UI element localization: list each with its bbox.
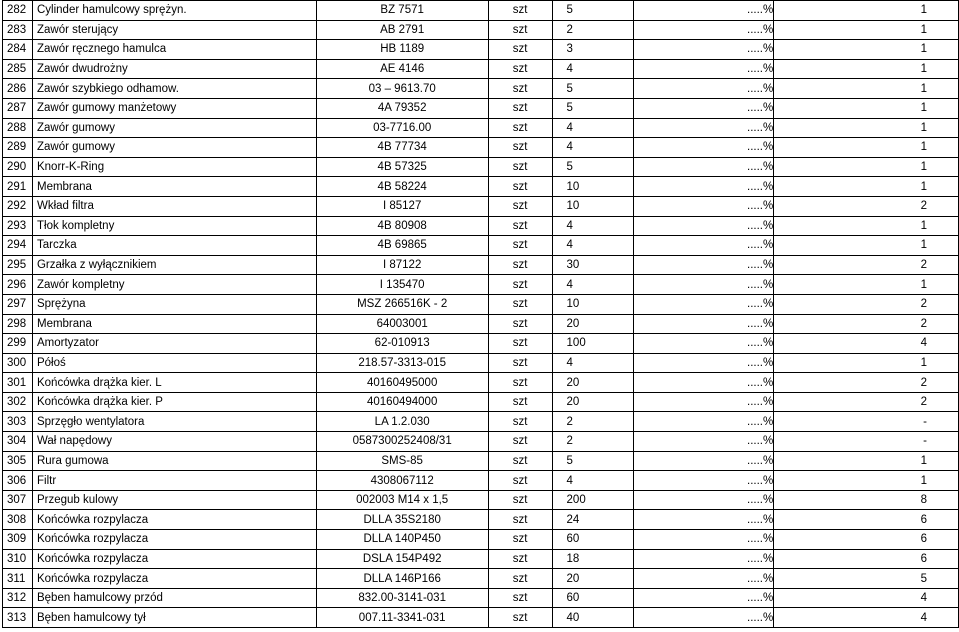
quantity-cell: 4 xyxy=(552,353,634,373)
quantity-cell: 20 xyxy=(552,373,634,393)
value-cell: - xyxy=(774,412,959,432)
value-cell: 2 xyxy=(774,373,959,393)
parts-table xyxy=(2,0,959,628)
part-code-cell: MSZ 266516K - 2 xyxy=(316,294,488,314)
part-code-cell: HB 1189 xyxy=(316,40,488,60)
part-name-cell: Zawór gumowy xyxy=(32,138,316,158)
unit-cell: szt xyxy=(488,608,552,628)
unit-cell: szt xyxy=(488,432,552,452)
value-cell: 2 xyxy=(774,314,959,334)
row-number-cell: 290 xyxy=(3,157,33,177)
part-name-cell: Cylinder hamulcowy sprężyn. xyxy=(32,1,316,21)
quantity-cell: 2 xyxy=(552,20,634,40)
table-row xyxy=(3,471,959,491)
table-body xyxy=(3,1,959,628)
row-number-cell: 288 xyxy=(3,118,33,138)
percent-cell: .....% xyxy=(634,196,774,216)
unit-cell: szt xyxy=(488,510,552,530)
percent-cell: .....% xyxy=(634,40,774,60)
row-number-cell: 300 xyxy=(3,353,33,373)
part-code-cell: 62-010913 xyxy=(316,334,488,354)
table-row xyxy=(3,79,959,99)
value-cell: - xyxy=(774,432,959,452)
percent-cell: .....% xyxy=(634,392,774,412)
percent-cell: .....% xyxy=(634,608,774,628)
unit-cell: szt xyxy=(488,1,552,21)
part-code-cell: AB 2791 xyxy=(316,20,488,40)
row-number-cell: 307 xyxy=(3,490,33,510)
unit-cell: szt xyxy=(488,177,552,197)
part-name-cell: Rura gumowa xyxy=(32,451,316,471)
unit-cell: szt xyxy=(488,530,552,550)
unit-cell: szt xyxy=(488,40,552,60)
value-cell: 5 xyxy=(774,569,959,589)
table-row xyxy=(3,138,959,158)
part-name-cell: Zawór gumowy manżetowy xyxy=(32,98,316,118)
quantity-cell: 5 xyxy=(552,157,634,177)
percent-cell: .....% xyxy=(634,20,774,40)
part-name-cell: Półoś xyxy=(32,353,316,373)
table-row xyxy=(3,490,959,510)
percent-cell: .....% xyxy=(634,177,774,197)
row-number-cell: 296 xyxy=(3,275,33,295)
unit-cell: szt xyxy=(488,20,552,40)
quantity-cell: 20 xyxy=(552,314,634,334)
percent-cell: .....% xyxy=(634,373,774,393)
quantity-cell: 4 xyxy=(552,275,634,295)
table-row xyxy=(3,196,959,216)
percent-cell: .....% xyxy=(634,549,774,569)
value-cell: 1 xyxy=(774,118,959,138)
part-code-cell: 4308067112 xyxy=(316,471,488,491)
unit-cell: szt xyxy=(488,59,552,79)
quantity-cell: 4 xyxy=(552,471,634,491)
table-row xyxy=(3,275,959,295)
value-cell: 1 xyxy=(774,177,959,197)
table-row xyxy=(3,177,959,197)
part-code-cell: 4B 77734 xyxy=(316,138,488,158)
row-number-cell: 309 xyxy=(3,530,33,550)
part-name-cell: Przegub kulowy xyxy=(32,490,316,510)
table-row xyxy=(3,40,959,60)
value-cell: 2 xyxy=(774,255,959,275)
part-code-cell: 4B 58224 xyxy=(316,177,488,197)
row-number-cell: 291 xyxy=(3,177,33,197)
quantity-cell: 18 xyxy=(552,549,634,569)
table-row xyxy=(3,451,959,471)
unit-cell: szt xyxy=(488,216,552,236)
value-cell: 1 xyxy=(774,353,959,373)
table-row xyxy=(3,157,959,177)
value-cell: 1 xyxy=(774,79,959,99)
row-number-cell: 284 xyxy=(3,40,33,60)
unit-cell: szt xyxy=(488,236,552,256)
part-name-cell: Wkład filtra xyxy=(32,196,316,216)
part-code-cell: SMS-85 xyxy=(316,451,488,471)
value-cell: 6 xyxy=(774,530,959,550)
part-name-cell: Grzałka z wyłącznikiem xyxy=(32,255,316,275)
row-number-cell: 301 xyxy=(3,373,33,393)
part-code-cell: DSLA 154P492 xyxy=(316,549,488,569)
part-code-cell: AE 4146 xyxy=(316,59,488,79)
percent-cell: .....% xyxy=(634,59,774,79)
quantity-cell: 5 xyxy=(552,451,634,471)
percent-cell: .....% xyxy=(634,98,774,118)
table-row xyxy=(3,510,959,530)
part-name-cell: Zawór szybkiego odhamow. xyxy=(32,79,316,99)
table-row xyxy=(3,236,959,256)
table-row xyxy=(3,294,959,314)
row-number-cell: 305 xyxy=(3,451,33,471)
table-row xyxy=(3,1,959,21)
part-code-cell: 007.11-3341-031 xyxy=(316,608,488,628)
part-name-cell: Końcówka rozpylacza xyxy=(32,549,316,569)
part-name-cell: Knorr-K-Ring xyxy=(32,157,316,177)
row-number-cell: 283 xyxy=(3,20,33,40)
percent-cell: .....% xyxy=(634,353,774,373)
value-cell: 1 xyxy=(774,451,959,471)
part-name-cell: Zawór kompletny xyxy=(32,275,316,295)
part-name-cell: Końcówka rozpylacza xyxy=(32,530,316,550)
part-code-cell: 64003001 xyxy=(316,314,488,334)
part-code-cell: 832.00-3141-031 xyxy=(316,588,488,608)
value-cell: 1 xyxy=(774,236,959,256)
part-code-cell: 0587300252408/31 xyxy=(316,432,488,452)
part-name-cell: Amortyzator xyxy=(32,334,316,354)
part-code-cell: I 87122 xyxy=(316,255,488,275)
unit-cell: szt xyxy=(488,373,552,393)
row-number-cell: 289 xyxy=(3,138,33,158)
table-row xyxy=(3,549,959,569)
quantity-cell: 10 xyxy=(552,294,634,314)
part-name-cell: Zawór gumowy xyxy=(32,118,316,138)
part-name-cell: Membrana xyxy=(32,177,316,197)
row-number-cell: 310 xyxy=(3,549,33,569)
part-code-cell: DLLA 140P450 xyxy=(316,530,488,550)
percent-cell: .....% xyxy=(634,471,774,491)
percent-cell: .....% xyxy=(634,294,774,314)
percent-cell: .....% xyxy=(634,530,774,550)
unit-cell: szt xyxy=(488,196,552,216)
part-name-cell: Końcówka rozpylacza xyxy=(32,569,316,589)
quantity-cell: 60 xyxy=(552,588,634,608)
row-number-cell: 306 xyxy=(3,471,33,491)
row-number-cell: 302 xyxy=(3,392,33,412)
table-row xyxy=(3,118,959,138)
part-name-cell: Końcówka drążka kier. L xyxy=(32,373,316,393)
row-number-cell: 304 xyxy=(3,432,33,452)
unit-cell: szt xyxy=(488,255,552,275)
part-name-cell: Zawór dwudrożny xyxy=(32,59,316,79)
part-code-cell: 218.57-3313-015 xyxy=(316,353,488,373)
part-code-cell: 03-7716.00 xyxy=(316,118,488,138)
part-name-cell: Sprzęgło wentylatora xyxy=(32,412,316,432)
part-name-cell: Filtr xyxy=(32,471,316,491)
row-number-cell: 311 xyxy=(3,569,33,589)
part-name-cell: Membrana xyxy=(32,314,316,334)
row-number-cell: 285 xyxy=(3,59,33,79)
part-code-cell: 4B 80908 xyxy=(316,216,488,236)
part-code-cell: 4A 79352 xyxy=(316,98,488,118)
quantity-cell: 40 xyxy=(552,608,634,628)
part-name-cell: Tłok kompletny xyxy=(32,216,316,236)
part-name-cell: Tarczka xyxy=(32,236,316,256)
row-number-cell: 282 xyxy=(3,1,33,21)
part-name-cell: Zawór sterujący xyxy=(32,20,316,40)
table-row xyxy=(3,353,959,373)
part-code-cell: 40160494000 xyxy=(316,392,488,412)
part-name-cell: Końcówka drążka kier. P xyxy=(32,392,316,412)
unit-cell: szt xyxy=(488,569,552,589)
value-cell: 8 xyxy=(774,490,959,510)
part-code-cell: BZ 7571 xyxy=(316,1,488,21)
quantity-cell: 20 xyxy=(552,569,634,589)
unit-cell: szt xyxy=(488,392,552,412)
table-row xyxy=(3,373,959,393)
quantity-cell: 30 xyxy=(552,255,634,275)
quantity-cell: 100 xyxy=(552,334,634,354)
table-row xyxy=(3,608,959,628)
unit-cell: szt xyxy=(488,490,552,510)
quantity-cell: 4 xyxy=(552,59,634,79)
table-row xyxy=(3,255,959,275)
part-code-cell: 03 – 9613.70 xyxy=(316,79,488,99)
percent-cell: .....% xyxy=(634,118,774,138)
value-cell: 1 xyxy=(774,216,959,236)
part-name-cell: Zawór ręcznego hamulca xyxy=(32,40,316,60)
part-code-cell: LA 1.2.030 xyxy=(316,412,488,432)
unit-cell: szt xyxy=(488,451,552,471)
row-number-cell: 303 xyxy=(3,412,33,432)
part-name-cell: Sprężyna xyxy=(32,294,316,314)
percent-cell: .....% xyxy=(634,275,774,295)
row-number-cell: 293 xyxy=(3,216,33,236)
value-cell: 2 xyxy=(774,392,959,412)
value-cell: 1 xyxy=(774,20,959,40)
percent-cell: .....% xyxy=(634,588,774,608)
row-number-cell: 298 xyxy=(3,314,33,334)
percent-cell: .....% xyxy=(634,451,774,471)
row-number-cell: 308 xyxy=(3,510,33,530)
percent-cell: .....% xyxy=(634,236,774,256)
table-row xyxy=(3,392,959,412)
table-row xyxy=(3,98,959,118)
unit-cell: szt xyxy=(488,98,552,118)
row-number-cell: 313 xyxy=(3,608,33,628)
table-row xyxy=(3,59,959,79)
percent-cell: .....% xyxy=(634,510,774,530)
unit-cell: szt xyxy=(488,471,552,491)
part-code-cell: 002003 M14 x 1,5 xyxy=(316,490,488,510)
value-cell: 2 xyxy=(774,294,959,314)
row-number-cell: 286 xyxy=(3,79,33,99)
unit-cell: szt xyxy=(488,588,552,608)
part-code-cell: 4B 57325 xyxy=(316,157,488,177)
unit-cell: szt xyxy=(488,157,552,177)
percent-cell: .....% xyxy=(634,412,774,432)
unit-cell: szt xyxy=(488,138,552,158)
row-number-cell: 312 xyxy=(3,588,33,608)
percent-cell: .....% xyxy=(634,432,774,452)
value-cell: 4 xyxy=(774,334,959,354)
unit-cell: szt xyxy=(488,275,552,295)
row-number-cell: 292 xyxy=(3,196,33,216)
unit-cell: szt xyxy=(488,353,552,373)
percent-cell: .....% xyxy=(634,314,774,334)
part-name-cell: Wał napędowy xyxy=(32,432,316,452)
percent-cell: .....% xyxy=(634,490,774,510)
quantity-cell: 3 xyxy=(552,40,634,60)
table-row xyxy=(3,20,959,40)
unit-cell: szt xyxy=(488,549,552,569)
quantity-cell: 5 xyxy=(552,98,634,118)
percent-cell: .....% xyxy=(634,569,774,589)
percent-cell: .....% xyxy=(634,157,774,177)
part-name-cell: Końcówka rozpylacza xyxy=(32,510,316,530)
part-name-cell: Bęben hamulcowy przód xyxy=(32,588,316,608)
quantity-cell: 2 xyxy=(552,412,634,432)
table-row xyxy=(3,412,959,432)
value-cell: 6 xyxy=(774,510,959,530)
table-row xyxy=(3,334,959,354)
quantity-cell: 4 xyxy=(552,138,634,158)
unit-cell: szt xyxy=(488,294,552,314)
quantity-cell: 5 xyxy=(552,1,634,21)
quantity-cell: 4 xyxy=(552,118,634,138)
part-code-cell: 40160495000 xyxy=(316,373,488,393)
value-cell: 6 xyxy=(774,549,959,569)
quantity-cell: 10 xyxy=(552,177,634,197)
table-row xyxy=(3,314,959,334)
quantity-cell: 200 xyxy=(552,490,634,510)
value-cell: 1 xyxy=(774,59,959,79)
quantity-cell: 5 xyxy=(552,79,634,99)
percent-cell: .....% xyxy=(634,255,774,275)
percent-cell: .....% xyxy=(634,79,774,99)
value-cell: 1 xyxy=(774,275,959,295)
quantity-cell: 60 xyxy=(552,530,634,550)
value-cell: 1 xyxy=(774,138,959,158)
table-row xyxy=(3,432,959,452)
value-cell: 1 xyxy=(774,40,959,60)
part-code-cell: I 135470 xyxy=(316,275,488,295)
row-number-cell: 299 xyxy=(3,334,33,354)
unit-cell: szt xyxy=(488,334,552,354)
quantity-cell: 24 xyxy=(552,510,634,530)
part-code-cell: DLLA 146P166 xyxy=(316,569,488,589)
table-row xyxy=(3,216,959,236)
value-cell: 1 xyxy=(774,98,959,118)
unit-cell: szt xyxy=(488,118,552,138)
value-cell: 2 xyxy=(774,196,959,216)
unit-cell: szt xyxy=(488,412,552,432)
row-number-cell: 287 xyxy=(3,98,33,118)
quantity-cell: 10 xyxy=(552,196,634,216)
value-cell: 4 xyxy=(774,608,959,628)
value-cell: 4 xyxy=(774,588,959,608)
part-code-cell: DLLA 35S2180 xyxy=(316,510,488,530)
table-row xyxy=(3,530,959,550)
percent-cell: .....% xyxy=(634,138,774,158)
row-number-cell: 295 xyxy=(3,255,33,275)
part-name-cell: Bęben hamulcowy tył xyxy=(32,608,316,628)
table-row xyxy=(3,569,959,589)
quantity-cell: 4 xyxy=(552,216,634,236)
value-cell: 1 xyxy=(774,1,959,21)
row-number-cell: 294 xyxy=(3,236,33,256)
row-number-cell: 297 xyxy=(3,294,33,314)
value-cell: 1 xyxy=(774,157,959,177)
percent-cell: .....% xyxy=(634,334,774,354)
percent-cell: .....% xyxy=(634,216,774,236)
part-code-cell: 4B 69865 xyxy=(316,236,488,256)
part-code-cell: I 85127 xyxy=(316,196,488,216)
quantity-cell: 20 xyxy=(552,392,634,412)
value-cell: 1 xyxy=(774,471,959,491)
percent-cell: .....% xyxy=(634,1,774,21)
quantity-cell: 4 xyxy=(552,236,634,256)
quantity-cell: 2 xyxy=(552,432,634,452)
unit-cell: szt xyxy=(488,79,552,99)
table-row xyxy=(3,588,959,608)
unit-cell: szt xyxy=(488,314,552,334)
